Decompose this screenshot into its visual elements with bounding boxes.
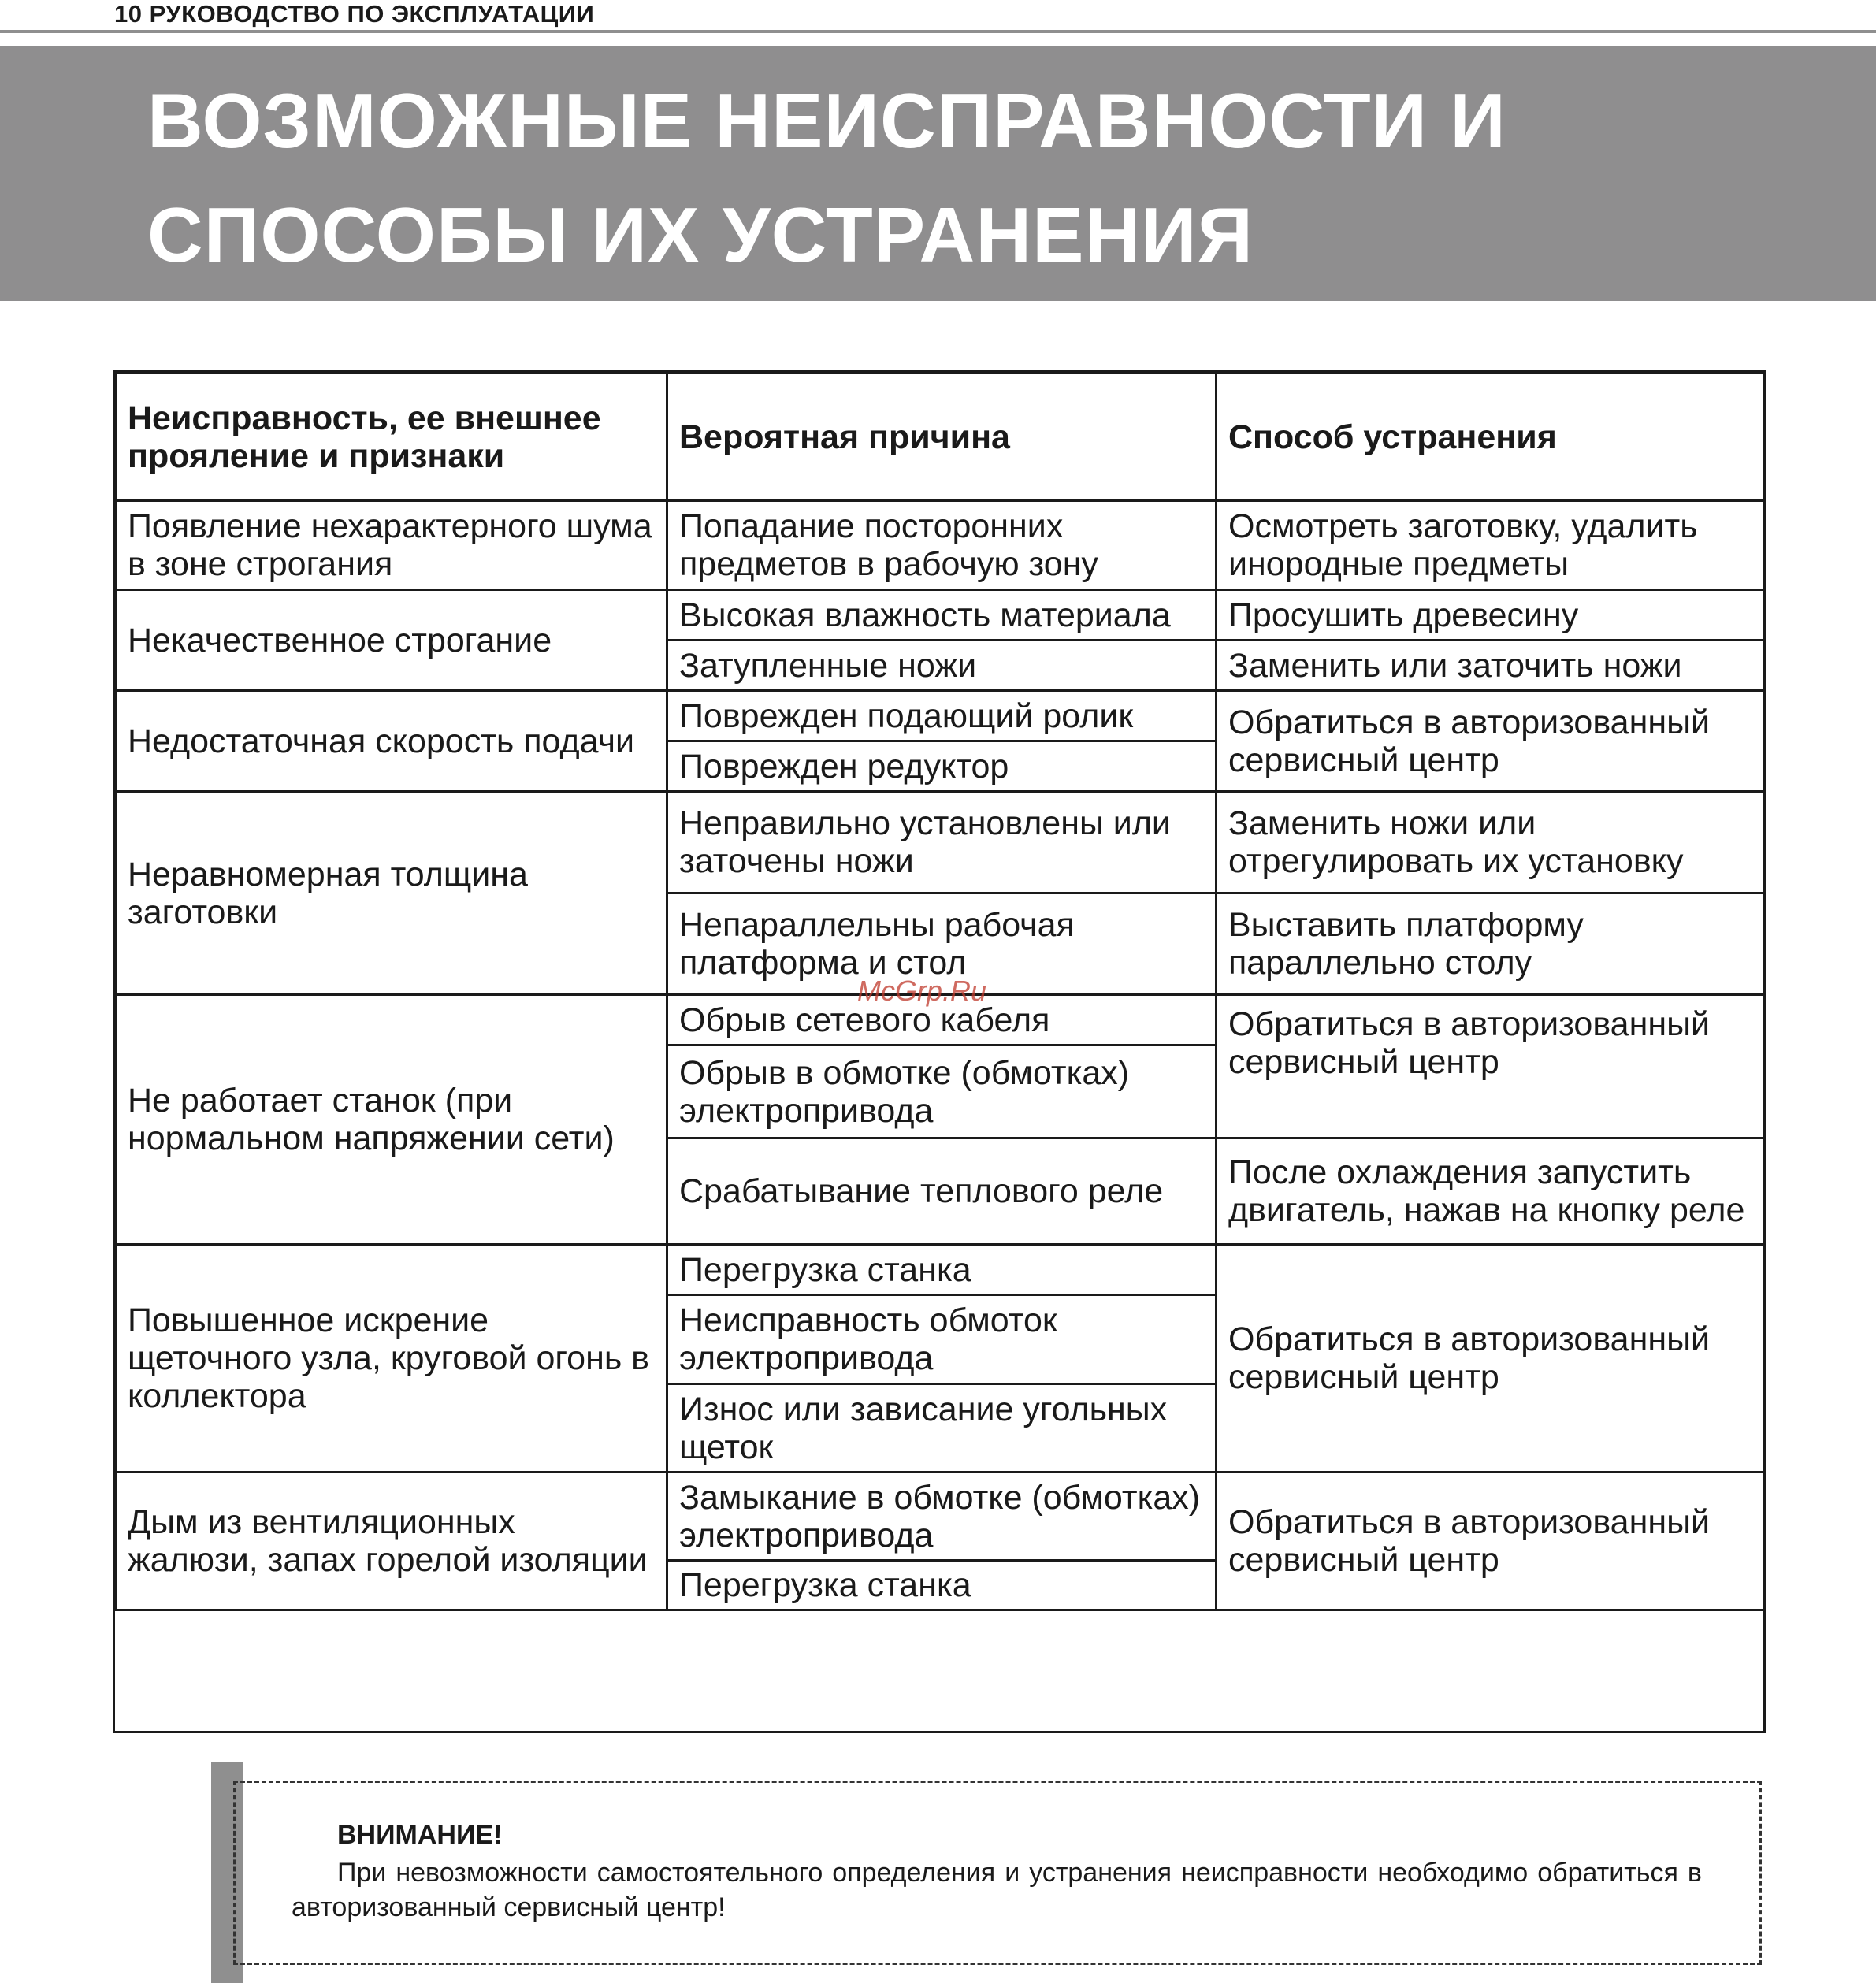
cause-cell: Поврежден подающий ролик (667, 691, 1217, 741)
table-row (116, 691, 1766, 741)
cause-cell: Затупленные ножи (667, 641, 1217, 691)
cause-cell: Обрыв сетевого кабеля (667, 995, 1217, 1045)
cause-cell: Замыкание в обмотке (обмотках) электропривода (667, 1472, 1217, 1561)
remedy-cell: Выставить платформу параллельно столу (1217, 893, 1766, 995)
table-row (116, 1472, 1766, 1561)
remedy-cell: Обратиться в авторизованный сервисный центр (1217, 1245, 1766, 1472)
remedy-cell: Обратиться в авторизованный сервисный центр (1217, 691, 1766, 792)
remedy-cell: Заменить ножи или отрегулировать их установку (1217, 792, 1766, 893)
fault-cell: Дым из вентиляционных жалюзи, запах горелой изоляции (116, 1472, 667, 1610)
header-remedy: Способ устранения (1217, 373, 1766, 501)
cause-cell: Попадание посторонних предметов в рабочую зону (667, 501, 1217, 590)
page-title-line-1: ВОЗМОЖНЫЕ НЕИСПРАВНОСТИ И (147, 77, 1506, 164)
table-row (116, 1245, 1766, 1295)
page-header: 10 РУКОВОДСТВО ПО ЭКСПЛУАТАЦИИ (114, 0, 595, 28)
remedy-cell: Обратиться в авторизованный сервисный центр (1217, 995, 1766, 1138)
header-rule (0, 30, 1876, 33)
fault-cell: Некачественное строгание (116, 590, 667, 691)
page-title-line-2: СПОСОБЫ ИХ УСТРАНЕНИЯ (147, 191, 1254, 278)
note-text: При невозможности самостоятельного определения и устранения неисправности необходимо обратиться в авторизованный сервисный центр! (292, 1858, 1702, 1922)
table-header-row (116, 373, 1766, 501)
fault-cell: Появление нехарактерного шума в зоне строгания (116, 501, 667, 590)
remedy-cell: Заменить или заточить ножи (1217, 641, 1766, 691)
cause-cell: Непараллельны рабочая платформа и стол (667, 893, 1217, 995)
cause-cell: Обрыв в обмотке (обмотках) электропривода (667, 1045, 1217, 1138)
remedy-cell: После охлаждения запустить двигатель, нажав на кнопку реле (1217, 1138, 1766, 1245)
cause-cell: Перегрузка станка (667, 1561, 1217, 1610)
table-row (116, 792, 1766, 893)
fault-cell: Недостаточная скорость подачи (116, 691, 667, 792)
fault-cell: Не работает станок (при нормальном напряжении сети) (116, 995, 667, 1245)
header-fault: Неисправность, ее внешнее прояление и признаки (116, 373, 667, 501)
remedy-cell: Просушить древесину (1217, 590, 1766, 641)
note-title: ВНИМАНИЕ! (337, 1820, 503, 1850)
cause-cell: Высокая влажность материала (667, 590, 1217, 641)
fault-cell: Повышенное искрение щеточного узла, круговой огонь в коллектора (116, 1245, 667, 1472)
cause-cell: Перегрузка станка (667, 1245, 1217, 1295)
cause-cell: Поврежден редуктор (667, 741, 1217, 792)
watermark: McGrp.Ru (857, 975, 987, 1007)
remedy-cell: Осмотреть заготовку, удалить инородные предметы (1217, 501, 1766, 590)
fault-cell: Неравномерная толщина заготовки (116, 792, 667, 995)
table-row (116, 501, 1766, 590)
remedy-cell: Обратиться в авторизованный сервисный центр (1217, 1472, 1766, 1610)
cause-cell: Износ или зависание угольных щеток (667, 1384, 1217, 1472)
header-cause: Вероятная причина (667, 373, 1217, 501)
cause-cell: Неправильно установлены или заточены ножи (667, 792, 1217, 893)
table-row (116, 590, 1766, 641)
cause-cell: Срабатывание теплового реле (667, 1138, 1217, 1245)
title-banner (0, 46, 1876, 301)
cause-cell: Неисправность обмоток электропривода (667, 1295, 1217, 1384)
